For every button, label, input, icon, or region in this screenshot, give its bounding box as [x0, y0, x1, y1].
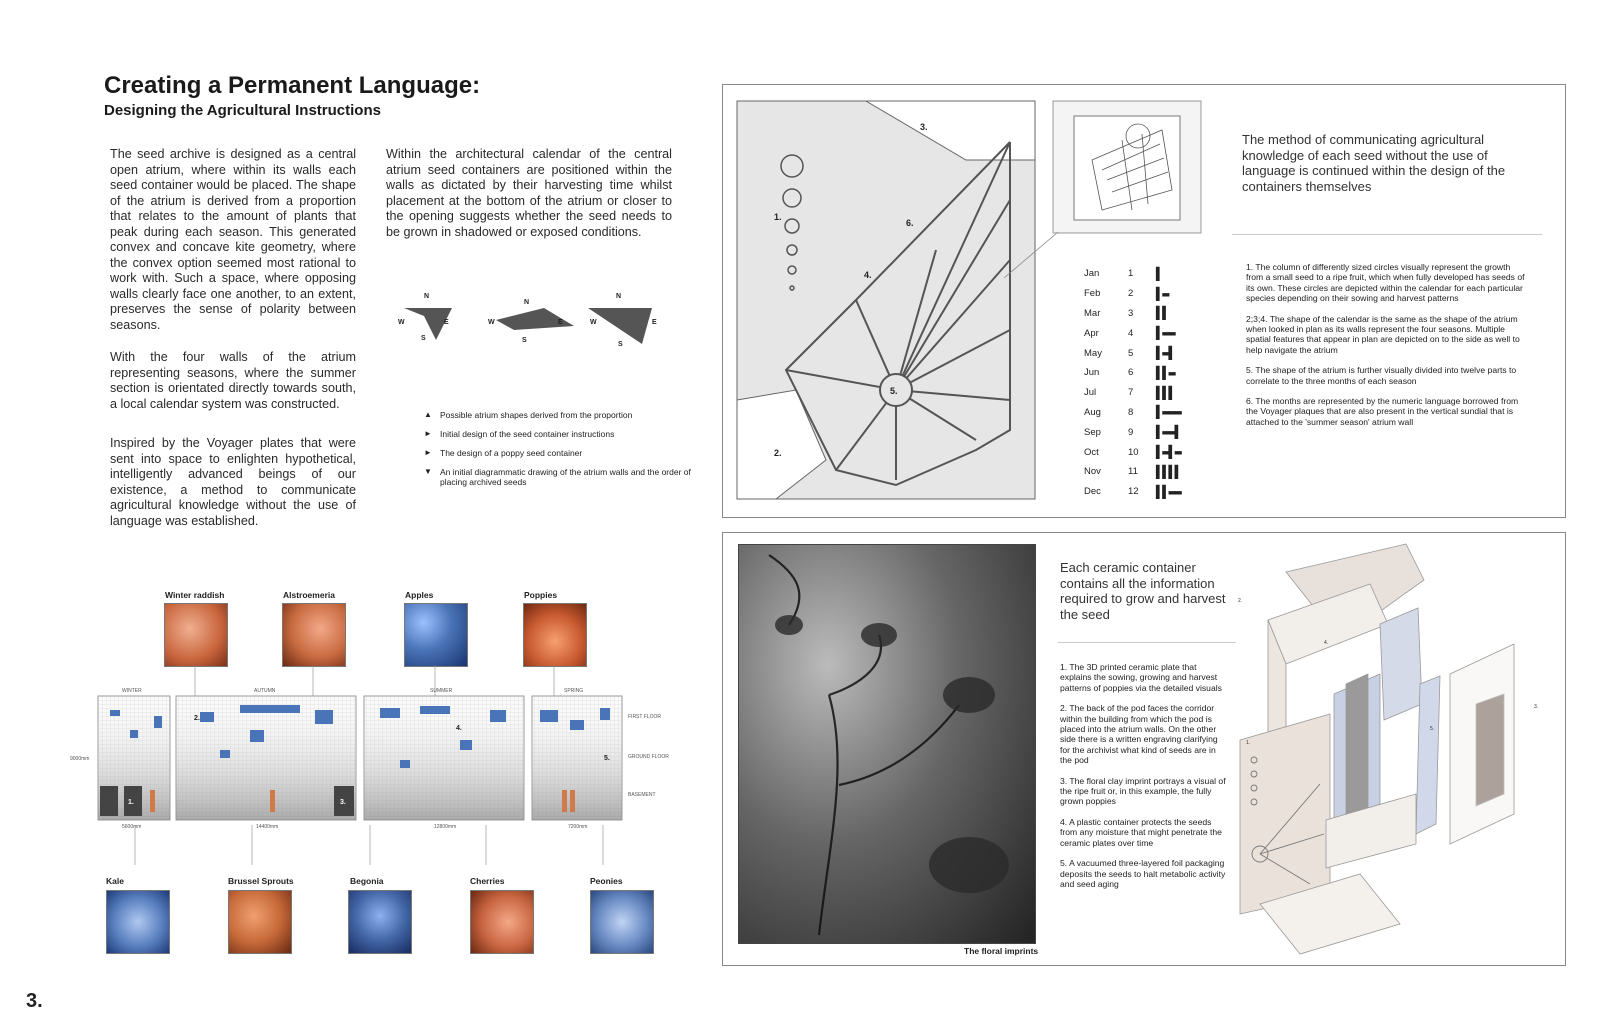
- triangle-down-icon: ▼: [424, 467, 432, 476]
- figure-legend: [424, 410, 704, 496]
- exploded-label: 5.: [1430, 726, 1435, 732]
- voyager-calendar: [1084, 264, 1224, 502]
- plant-image-apples: [404, 603, 468, 667]
- plant-label: Poppies: [524, 590, 558, 600]
- plant-card: [405, 590, 433, 600]
- triangle-up-icon: ▲: [424, 410, 432, 419]
- calendar-row: [1084, 442, 1224, 462]
- calendar-number: 4: [1128, 327, 1134, 339]
- floral-imprint-photo: [738, 544, 1036, 944]
- calendar-row: [1084, 304, 1224, 324]
- compass-south: S: [421, 335, 426, 342]
- exploded-container-drawing: [1240, 544, 1556, 954]
- elevation-marker: 2.: [194, 715, 200, 722]
- floral-imprint-decoration: [739, 545, 1035, 943]
- method-note: 6. The months are represented by the numeric language borrowed from the Voyager plaques that are also present in the vertical sundial that is attached to the 'summer season' atrium wall: [1246, 396, 1519, 427]
- compass-east: E: [444, 319, 449, 326]
- calendar-month: Dec: [1084, 486, 1101, 498]
- calendar-month: Jan: [1084, 268, 1100, 280]
- intro-column-left: [110, 147, 356, 546]
- season-label: SPRING: [564, 688, 584, 694]
- voyager-glyph: ▌▌▬▬: [1156, 484, 1181, 499]
- calendar-number: 1: [1128, 268, 1134, 280]
- voyager-glyph: ▌▬▬▌: [1156, 425, 1181, 440]
- voyager-glyph: ▌▬▌▬: [1156, 445, 1181, 460]
- compass-east: E: [652, 319, 657, 326]
- compass-west: W: [488, 319, 495, 326]
- plant-label: Winter raddish: [165, 590, 225, 600]
- elevation-marker: 1.: [128, 799, 134, 806]
- elevation-marker: 3.: [340, 799, 346, 806]
- exploded-label: 4.: [1324, 640, 1329, 646]
- sundial-detail: [1052, 100, 1202, 234]
- voyager-glyph: ▌: [1156, 266, 1163, 281]
- compass-north: N: [616, 293, 622, 300]
- exploded-label: 2.: [1238, 598, 1243, 604]
- plan-label: 5.: [890, 386, 898, 396]
- photo-caption: The floral imprints: [964, 946, 1039, 956]
- compass-north: N: [424, 293, 430, 300]
- voyager-glyph: ▌▬▬: [1156, 326, 1175, 341]
- plan-label: 1.: [774, 212, 782, 222]
- page-title: Creating a Permanent Language:: [104, 72, 481, 99]
- container-note: 4. A plastic container protects the seeds from any moisture that might penetrate the ceramic plates over time: [1060, 816, 1222, 848]
- intro-paragraph: The seed archive is designed as a central open atrium, where within its walls each seed container would be placed. The shape of the atrium is derived from a proportion that relates to the amount of plants that peak during each season. This generated convex and concave kite geometry, where the convex option seemed most rational to work with. Such a space, where opposing walls clearly face one another, to an extent, preserves the sense of polarity between seasons.: [110, 147, 356, 332]
- calendar-month: Oct: [1084, 446, 1099, 458]
- calendar-number: 9: [1128, 426, 1134, 438]
- exploded-label: 1.: [1246, 740, 1251, 746]
- compass-west: W: [590, 319, 597, 326]
- plant-label: Cherries: [470, 876, 505, 886]
- calendar-row: [1084, 264, 1224, 284]
- divider: [1058, 642, 1236, 643]
- atrium-shape: [588, 308, 652, 344]
- plan-label: 2.: [774, 448, 782, 458]
- calendar-month: May: [1084, 347, 1102, 359]
- container-note: 3. The floral clay imprint portrays a visual of the ripe fruit or, in this example, the fully grown poppies: [1060, 775, 1226, 807]
- voyager-glyph: ▌▬▬▬: [1156, 405, 1181, 420]
- calendar-month: Feb: [1084, 288, 1101, 300]
- calendar-month: Mar: [1084, 307, 1101, 319]
- plant-label: Brussel Sprouts: [228, 876, 294, 886]
- voyager-glyph: ▌▌▌: [1156, 385, 1175, 400]
- container-note: 1. The 3D printed ceramic plate that explains the sowing, growing and harvest patterns of poppies via the detailed visuals: [1060, 662, 1222, 693]
- plan-label: 6.: [906, 218, 914, 228]
- compass-south: S: [522, 337, 527, 344]
- plant-image-brussel-sprouts: [228, 890, 292, 954]
- plant-label: Kale: [106, 876, 124, 886]
- plant-label: Alstroemeria: [283, 590, 335, 600]
- page-subtitle: Designing the Agricultural Instructions: [104, 102, 381, 119]
- voyager-glyph: ▌▬▌: [1156, 346, 1175, 361]
- season-label: AUTUMN: [254, 688, 276, 694]
- atrium-shapes-diagram: [396, 290, 676, 360]
- calendar-number: 5: [1128, 347, 1134, 359]
- atrium-plan-drawing: [736, 100, 1036, 500]
- calendar-month: Sep: [1084, 426, 1101, 438]
- container-note: 5. A vacuumed three-layered foil packaging deposits the seeds to halt metabolic activity and seed aging: [1060, 858, 1226, 889]
- calendar-month: Jun: [1084, 367, 1100, 379]
- plant-image-cherries: [470, 890, 534, 954]
- legend-item: [424, 429, 704, 439]
- plan-label: 4.: [864, 270, 872, 280]
- triangle-right-icon: ►: [424, 448, 432, 457]
- intro-paragraph: Within the architectural calendar of the central atrium seed containers are positioned within the walls as dictated by their harvesting time whilst placement at the bottom of the atrium or closer to the opening suggests whether the seed needs to be grown in shadowed or exposed conditions.: [386, 147, 672, 239]
- elevation-marker: 5.: [604, 755, 610, 762]
- container-intro: Each ceramic container contains all the information required to grow and harvest the seed: [1060, 560, 1226, 622]
- compass-south: S: [618, 341, 623, 348]
- legend-text: Possible atrium shapes derived from the proportion: [440, 410, 633, 420]
- calendar-row: [1084, 403, 1224, 423]
- width-label: 5600mm: [122, 824, 142, 830]
- method-notes: [1246, 262, 1528, 437]
- legend-item: [424, 448, 704, 458]
- width-label: 14400mm: [256, 824, 279, 830]
- legend-item: [424, 467, 704, 487]
- plant-label: Apples: [405, 590, 434, 600]
- voyager-glyph: ▌▌: [1156, 306, 1169, 321]
- container-note: 2. The back of the pod faces the corridor within the building from which the pod is placed into the atrium walls. On the other side there is a written engraving clarifying for the archivist what kind of seeds are in the pod: [1060, 703, 1218, 766]
- plant-image-winter-raddish: [164, 603, 228, 667]
- method-note: 2;3;4. The shape of the calendar is the same as the shape of the atrium when looked in plan as its walls represent the four seasons. Multiple spatial features that appear in plan are depicted on to the side as well to help navigate the atrium: [1246, 313, 1520, 355]
- calendar-row: [1084, 284, 1224, 304]
- calendar-month: Jul: [1084, 387, 1097, 399]
- plant-image-kale: [106, 890, 170, 954]
- calendar-row: [1084, 363, 1224, 383]
- plant-image-alstroemeria: [282, 603, 346, 667]
- compass-west: W: [398, 319, 405, 326]
- intro-paragraph: With the four walls of the atrium representing seasons, where the summer section is orientated directly towards south, a local calendar system was constructed.: [110, 350, 356, 411]
- intro-column-right: [386, 147, 672, 257]
- method-note: 5. The shape of the atrium is further visually divided into twelve parts to correlate to the three months of each season: [1246, 365, 1517, 386]
- plant-card: [283, 590, 335, 600]
- calendar-month: Apr: [1084, 327, 1099, 339]
- plant-card: [165, 590, 224, 600]
- calendar-row: [1084, 482, 1224, 502]
- calendar-number: 10: [1128, 446, 1139, 458]
- container-notes: [1060, 662, 1228, 899]
- exploded-label: 3.: [1534, 704, 1539, 710]
- divider: [1232, 234, 1542, 235]
- method-note: 1. The column of differently sized circles visually represent the growth from a small seed to a ripe fruit, which when fully developed has seeds of its own. These circles are depicted within the calendar for each particular species depending on their sowing and harvest patterns: [1246, 262, 1525, 304]
- elevation-marker: 4.: [456, 725, 462, 732]
- elevation-height-label: 9000mm: [70, 756, 90, 762]
- method-intro: The method of communicating agricultural knowledge of each seed without the use of language is continued within the design of the containers themselves: [1242, 132, 1506, 194]
- width-label: 12800mm: [434, 824, 457, 830]
- calendar-number: 6: [1128, 367, 1134, 379]
- plant-card: [524, 590, 557, 600]
- triangle-right-icon: ►: [424, 429, 432, 438]
- season-label: SUMMER: [430, 688, 453, 694]
- plan-label: 3.: [920, 122, 928, 132]
- intro-paragraph: Inspired by the Voyager plates that were sent into space to enlighten hypothetical, intelligently advanced beings of our existence, a method to communicate agricultural knowledge without the use of language was established.: [110, 436, 356, 528]
- width-label: 7200mm: [568, 824, 588, 830]
- legend-text: Initial design of the seed container instructions: [440, 429, 615, 439]
- leader-line: [1000, 230, 1060, 280]
- legend-text: The design of a poppy seed container: [440, 448, 583, 458]
- calendar-number: 7: [1128, 387, 1134, 399]
- page-number: 3.: [26, 990, 43, 1012]
- calendar-number: 2: [1128, 288, 1134, 300]
- voyager-glyph: ▌▌▌▌: [1156, 464, 1181, 479]
- calendar-number: 8: [1128, 406, 1134, 418]
- voyager-glyph: ▌▌▬: [1156, 365, 1175, 380]
- plant-label: Begonia: [350, 876, 384, 886]
- calendar-row: [1084, 323, 1224, 343]
- plant-label: Peonies: [590, 876, 623, 886]
- calendar-row: [1084, 462, 1224, 482]
- plant-image-begonia: [348, 890, 412, 954]
- calendar-row: [1084, 383, 1224, 403]
- plant-image-poppies: [523, 603, 587, 667]
- legend-item: [424, 410, 704, 420]
- season-label: WINTER: [122, 688, 142, 694]
- plant-image-peonies: [590, 890, 654, 954]
- calendar-month: Aug: [1084, 406, 1101, 418]
- level-label: BASEMENT: [628, 792, 656, 798]
- legend-text: An initial diagrammatic drawing of the atrium walls and the order of placing archived seeds: [440, 467, 691, 487]
- calendar-row: [1084, 343, 1224, 363]
- level-label: GROUND FLOOR: [628, 754, 669, 760]
- calendar-number: 11: [1128, 466, 1138, 478]
- voyager-glyph: ▌▬: [1156, 286, 1169, 301]
- level-label: FIRST FLOOR: [628, 714, 661, 720]
- calendar-number: 3: [1128, 307, 1134, 319]
- compass-north: N: [524, 299, 530, 306]
- calendar-number: 12: [1128, 486, 1139, 498]
- calendar-month: Nov: [1084, 466, 1101, 478]
- compass-east: E: [558, 319, 563, 326]
- atrium-elevation-diagram: [70, 660, 690, 870]
- calendar-row: [1084, 422, 1224, 442]
